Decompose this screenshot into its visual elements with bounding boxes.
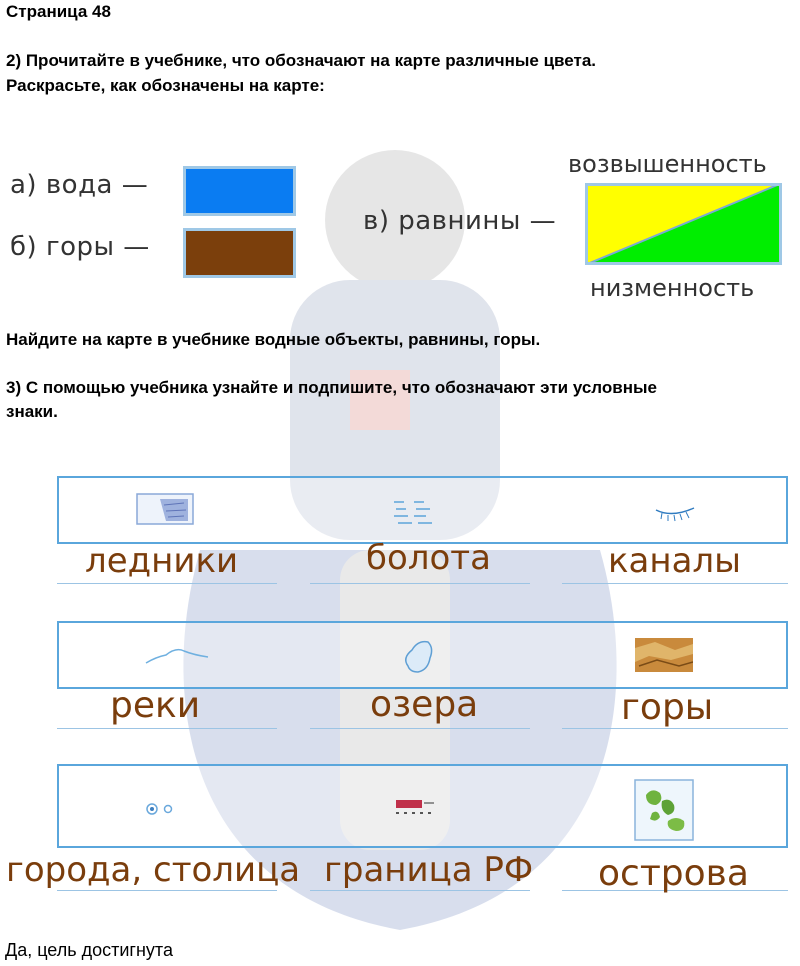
answer-line <box>57 583 277 584</box>
glacier-icon <box>136 493 194 525</box>
answer-line <box>562 728 788 729</box>
answer-lakes: озера <box>370 684 479 725</box>
answer-rivers: реки <box>110 685 201 726</box>
answer-line <box>310 890 530 891</box>
answer-line <box>57 728 277 729</box>
canal-icon <box>652 500 698 522</box>
task3-line2: знаки. <box>6 402 58 421</box>
river-icon <box>144 643 210 667</box>
lake-icon <box>400 636 436 676</box>
page-title: Страница 48 <box>6 2 111 21</box>
task2-instructions <box>6 48 786 98</box>
answer-cities: города, столица <box>6 850 301 890</box>
island-icon <box>634 779 694 841</box>
task3-line1: 3) С помощью учебника узнайте и подпишите, что обозначают эти условные <box>6 378 657 397</box>
mountain-sign-icon <box>635 638 693 672</box>
lowland-label: низменность <box>590 274 755 302</box>
task2-line1: 2) Прочитайте в учебнике, что обозначают на карте различные цвета. <box>6 51 596 70</box>
answer-canals: каналы <box>608 541 742 581</box>
plains-swatch <box>585 183 782 265</box>
answer-line <box>310 583 530 584</box>
answer-line <box>57 890 277 891</box>
legend-mountains-label: б) горы — <box>10 232 150 262</box>
answer-glaciers: ледники <box>85 541 239 581</box>
task3-instructions <box>6 376 786 424</box>
conclusion-text: Да, цель достигнута <box>5 940 173 960</box>
water-swatch <box>183 166 296 216</box>
answer-border: граница РФ <box>324 850 534 890</box>
legend-water-label: а) вода — <box>10 170 149 200</box>
city-icon <box>145 802 177 816</box>
swamp-icon <box>390 496 440 530</box>
answer-line <box>562 583 788 584</box>
answer-swamps: болота <box>366 538 491 578</box>
legend-plains-label: в) равнины — <box>363 206 557 236</box>
mountains-swatch <box>183 228 296 278</box>
answer-line <box>310 728 530 729</box>
answer-mountains: горы <box>621 687 714 728</box>
find-instruction: Найдите на карте в учебнике водные объекты, равнины, горы. <box>6 330 541 349</box>
task2-line2: Раскрасьте, как обозначены на карте: <box>6 76 325 95</box>
answer-islands: острова <box>598 853 749 894</box>
border-icon <box>394 798 444 820</box>
upland-label: возвышенность <box>568 150 767 178</box>
